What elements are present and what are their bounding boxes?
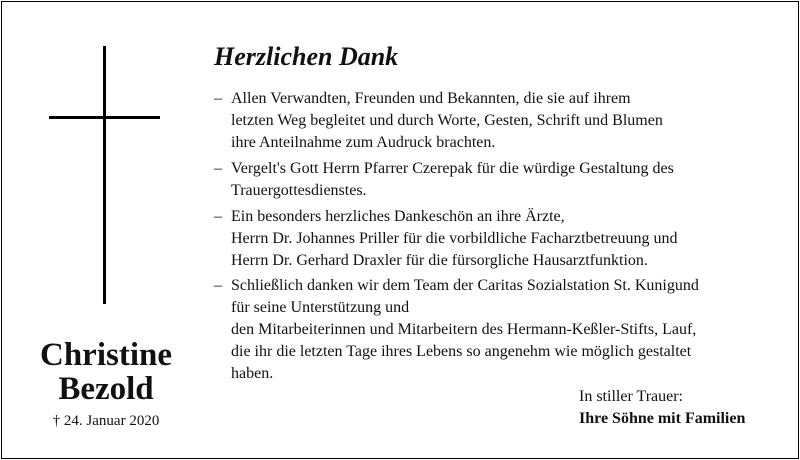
thanks-line: letzten Weg begleitet und durch Worte, Gesten, Schrift und Blumen: [231, 112, 663, 129]
cross-horizontal-bar: [49, 116, 160, 119]
thanks-item-4: [214, 275, 699, 385]
thanks-item-1: [214, 88, 663, 154]
cross-vertical-bar: [103, 46, 106, 304]
thanks-line: die ihr die letzten Tage ihres Lebens so angenehm wie möglich gestaltet: [231, 343, 692, 360]
thanks-line: ihre Anteilnahme zum Audruck brachten.: [231, 134, 496, 151]
thanks-line: Ein besonders herzliches Dankeschön an ihre Ärzte,: [231, 208, 565, 225]
obituary-notice: [1, 1, 799, 459]
mourning-line: In stiller Trauer:: [579, 388, 683, 405]
death-date: † 24. Januar 2020: [52, 413, 160, 429]
thanks-line: haben.: [231, 365, 274, 382]
thanks-line: Allen Verwandten, Freunden und Bekannten, die sie auf ihrem: [231, 90, 631, 107]
deceased-first-name: Christine: [40, 337, 172, 373]
dash-bullet: –: [214, 160, 222, 177]
thanks-line: Trauergottesdienstes.: [231, 182, 367, 199]
dash-bullet: –: [214, 90, 222, 107]
thanks-item-2: [214, 158, 674, 202]
thanks-line: für seine Unterstützung und: [231, 299, 410, 316]
thanks-line: Schließlich danken wir dem Team der Caritas Sozialstation St. Kunigund: [231, 277, 699, 294]
mourners-signature: Ihre Söhne mit Familien: [579, 410, 746, 427]
thanks-line: den Mitarbeiterinnen und Mitarbeitern des Hermann-Keßler-Stifts, Lauf,: [231, 321, 697, 338]
page-title: Herzlichen Dank: [214, 42, 399, 71]
thanks-line: Herrn Dr. Gerhard Draxler für die fürsorgliche Hausarztfunktion.: [231, 252, 648, 269]
dash-bullet: –: [214, 208, 222, 225]
thanks-item-3: [214, 206, 678, 272]
dash-bullet: –: [214, 277, 222, 294]
deceased-last-name: Bezold: [58, 371, 154, 407]
thanks-line: Herrn Dr. Johannes Priller für die vorbildliche Facharztbetreuung und: [231, 230, 678, 247]
thanks-line: Vergelt's Gott Herrn Pfarrer Czerepak für die würdige Gestaltung des: [231, 160, 674, 177]
